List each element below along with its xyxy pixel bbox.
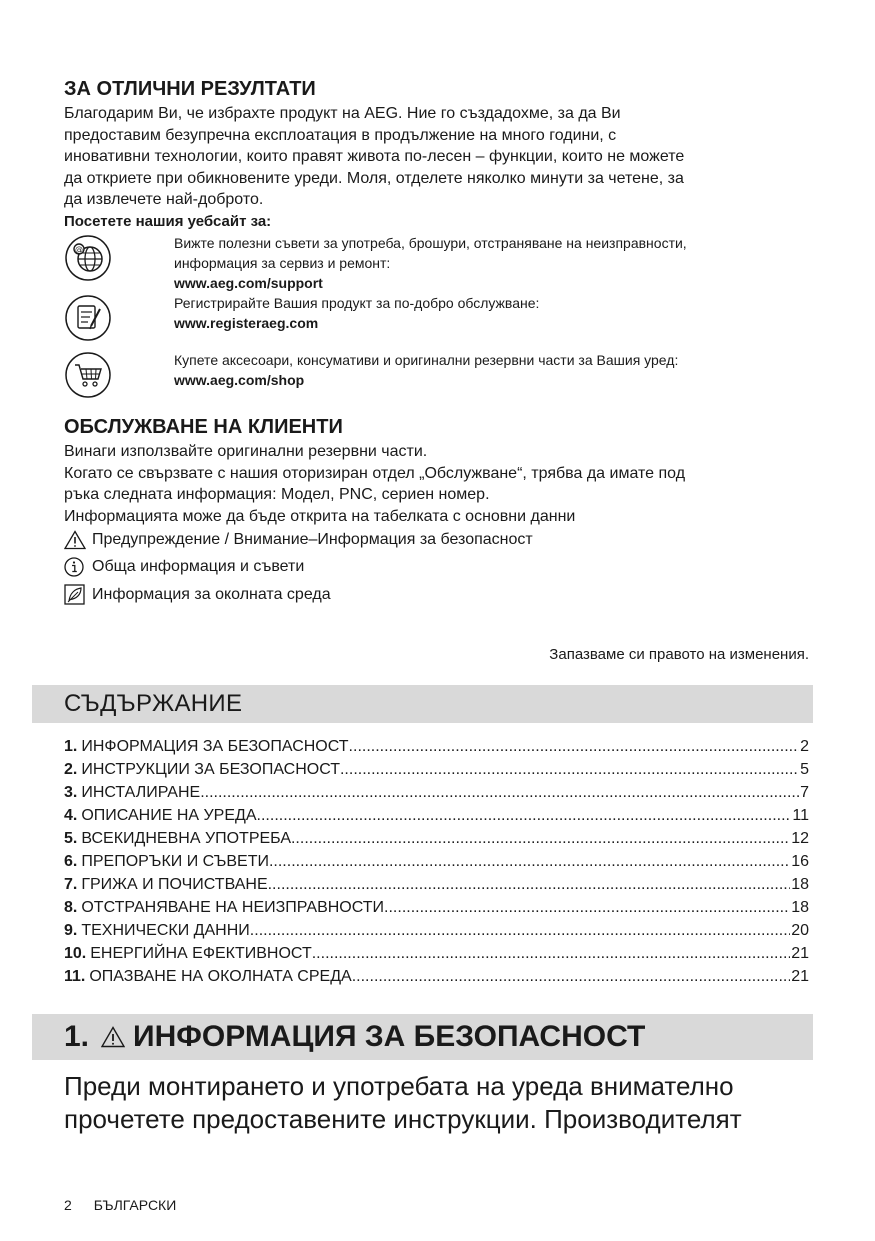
legend-text: Информация за околната среда	[92, 586, 331, 603]
toc-leader	[269, 850, 790, 873]
safety-section-number: 1.	[64, 1020, 90, 1053]
safety-intro	[64, 1070, 824, 1136]
toc-leader	[291, 827, 790, 850]
toc-item-page: 11	[792, 807, 809, 824]
toc-item-page: 18	[791, 876, 809, 893]
results-heading: ЗА ОТЛИЧНИ РЕЗУЛТАТИ	[64, 78, 316, 100]
customer-service-line: Когато се свързвате с нашия оторизиран отдел „Обслужване“, трябва да имате под	[64, 464, 686, 482]
toc-item-label: ИНСТАЛИРАНЕ	[81, 784, 201, 801]
toc-item-label: ИНСТРУКЦИИ ЗА БЕЗОПАСНОСТ	[81, 761, 340, 778]
shop-link[interactable]: www.aeg.com/shop	[174, 372, 305, 388]
toc-item-number: 3.	[64, 784, 78, 801]
footer-language: БЪЛГАРСКИ	[93, 1197, 177, 1213]
toc-item[interactable]	[64, 758, 809, 781]
customer-service-line: Информацията може да бъде открита на табелката с основни данни	[64, 507, 576, 525]
toc-leader	[257, 804, 792, 827]
toc-leader	[349, 735, 800, 758]
legend-warning	[64, 529, 533, 551]
reserve-rights-note: Запазваме си правото на изменения.	[549, 646, 809, 663]
toc-item-number: 4.	[64, 807, 78, 824]
service-shop-text	[174, 350, 814, 390]
toc-item[interactable]	[64, 827, 809, 850]
toc-item-page: 18	[791, 899, 809, 916]
toc-item-number: 6.	[64, 853, 78, 870]
toc-item-number: 5.	[64, 830, 78, 847]
toc-item-page: 5	[800, 761, 809, 778]
toc-leader	[200, 781, 799, 804]
register-link[interactable]: www.registeraeg.com	[174, 315, 319, 331]
toc-item[interactable]	[64, 804, 809, 827]
toc-item-number: 1.	[64, 738, 78, 755]
toc-item[interactable]	[64, 781, 809, 804]
results-paragraph	[64, 103, 834, 232]
toc-item-page: 16	[791, 853, 809, 870]
service-support	[64, 233, 824, 293]
toc-item[interactable]	[64, 850, 809, 873]
toc-item-label: ВСЕКИДНЕВНА УПОТРЕБА	[81, 830, 291, 847]
customer-service-line: Винаги използвайте оригинални резервни части.	[64, 443, 428, 460]
toc-leader	[352, 965, 790, 988]
service-register	[64, 293, 824, 343]
safety-band	[32, 1014, 813, 1060]
toc-item-label: ОПАЗВАНЕ НА ОКОЛНАТА СРЕДА	[89, 968, 352, 985]
customer-service-line: ръка следната информация: Модел, PNC, сериен номер.	[64, 486, 490, 503]
toc-item-number: 9.	[64, 922, 78, 939]
toc-item-page: 7	[800, 784, 809, 801]
toc-leader	[268, 873, 791, 896]
safety-intro-line: Преди монтирането и употребата на уреда внимателно	[64, 1071, 734, 1101]
service-shop	[64, 350, 824, 400]
toc-item-label: ПРЕПОРЪКИ И СЪВЕТИ	[81, 853, 269, 870]
info-icon	[64, 556, 88, 578]
toc-leader	[250, 919, 790, 942]
results-line: да извлечете най-доброто.	[64, 191, 264, 208]
legend-info	[64, 556, 304, 578]
toc-item-page: 21	[791, 945, 809, 962]
toc-item-number: 10.	[64, 945, 87, 962]
safety-intro-line: прочетете предоставените инструкции. Производителят	[64, 1104, 742, 1134]
register-icon	[64, 293, 114, 343]
toc-item-label: ГРИЖА И ПОЧИСТВАНЕ	[81, 876, 268, 893]
page-footer	[64, 1195, 176, 1215]
toc-item-number: 11.	[64, 968, 86, 985]
toc-item-label: ТЕХНИЧЕСКИ ДАННИ	[81, 922, 250, 939]
page-number: 2	[64, 1197, 72, 1213]
leaf-icon	[64, 584, 88, 606]
legend-environment	[64, 584, 331, 606]
safety-heading	[32, 1014, 813, 1060]
toc-item[interactable]	[64, 919, 809, 942]
support-link[interactable]: www.aeg.com/support	[174, 275, 323, 291]
toc-item-label: ОТСТРАНЯВАНЕ НА НЕИЗПРАВНОСТИ	[81, 899, 385, 916]
results-line: Благодарим Ви, че избрахте продукт на AEG. Ние го създадохме, за да Ви	[64, 105, 621, 122]
shopping-cart-icon	[64, 350, 114, 400]
results-line: да откриете при обикновените уреди. Моля, отделете няколко минути за четене, за	[64, 169, 684, 187]
toc-item-number: 8.	[64, 899, 78, 916]
toc-leader	[312, 942, 790, 965]
safety-section-title: ИНФОРМАЦИЯ ЗА БЕЗОПАСНОСТ	[133, 1020, 646, 1053]
toc-item[interactable]	[64, 896, 809, 919]
service-line: Вижте полезни съвети за употреба, брошури, отстраняване на неизправности,	[174, 235, 687, 251]
toc-item-page: 21	[791, 968, 809, 985]
customer-service-paragraph	[64, 441, 834, 527]
results-line: предоставим безупречна експлоатация в продължение на много години, с	[64, 126, 617, 144]
service-support-text	[174, 233, 814, 293]
toc-item-label: ИНФОРМАЦИЯ ЗА БЕЗОПАСНОСТ	[81, 738, 349, 755]
warning-icon	[101, 1026, 125, 1048]
warning-icon	[64, 529, 88, 551]
service-line: информация за сервиз и ремонт:	[174, 255, 391, 271]
toc-item-label: ЕНЕРГИЙНА ЕФЕКТИВНОСТ	[90, 945, 312, 962]
toc-item[interactable]	[64, 735, 809, 758]
toc-item-number: 2.	[64, 761, 78, 778]
toc-title: СЪДЪРЖАНИЕ	[64, 690, 243, 717]
table-of-contents	[64, 735, 809, 988]
legend-text: Предупреждение / Внимание–Информация за безопасност	[92, 531, 533, 548]
service-line: Купете аксесоари, консумативи и оригинални резервни части за Вашия уред:	[174, 352, 679, 368]
customer-service-heading: ОБСЛУЖВАНЕ НА КЛИЕНТИ	[64, 416, 343, 438]
toc-leader	[340, 758, 799, 781]
toc-band	[32, 685, 813, 723]
results-line: иновативни технологии, които правят живота по-лесен – функции, които не можете	[64, 148, 685, 165]
toc-item[interactable]	[64, 873, 809, 896]
toc-item[interactable]	[64, 965, 809, 988]
toc-item-page: 20	[791, 922, 809, 939]
svg-text:@: @	[75, 245, 83, 254]
toc-item-number: 7.	[64, 876, 78, 893]
toc-item-page: 2	[800, 738, 809, 755]
service-line: Регистрирайте Вашия продукт за по-добро обслужване:	[174, 295, 540, 311]
globe-icon	[64, 233, 114, 283]
toc-item[interactable]	[64, 942, 809, 965]
toc-leader	[384, 896, 790, 919]
toc-item-page: 12	[791, 830, 809, 847]
service-register-text	[174, 293, 814, 333]
visit-website-label: Посетете нашия уебсайт за:	[64, 212, 272, 230]
legend-text: Обща информация и съвети	[92, 558, 305, 575]
toc-item-label: ОПИСАНИЕ НА УРЕДА	[81, 807, 257, 824]
